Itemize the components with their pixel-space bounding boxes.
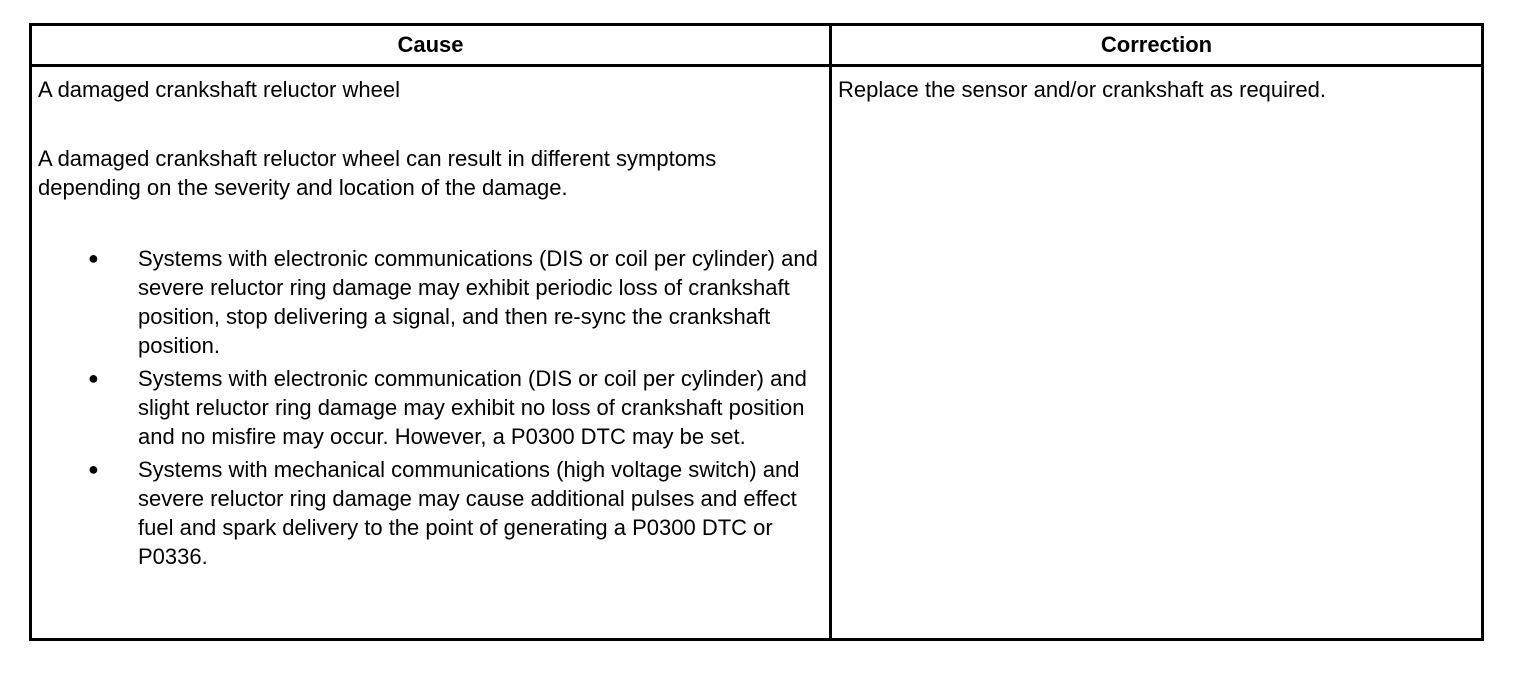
header-correction: Correction — [831, 25, 1483, 66]
cause-bullet-list — [38, 244, 825, 571]
bullet-icon: ● — [88, 459, 99, 479]
correction-text: Replace the sensor and/or crankshaft as required. — [838, 77, 1326, 102]
cause-description: A damaged crankshaft reluctor wheel can result in different symptoms depending on the severity and location of the damage. — [38, 146, 717, 200]
list-item-text: Systems with electronic communication (DIS or coil per cylinder) and slight reluctor ring damage may exhibit no loss of crankshaft position and no misfire may occur. However, a P0300 DTC may be set. — [138, 366, 807, 449]
cause-cell — [31, 66, 831, 640]
list-item — [38, 244, 825, 360]
table-row — [31, 66, 1483, 640]
cause-correction-table — [29, 23, 1484, 641]
list-item — [38, 364, 825, 451]
header-cause: Cause — [31, 25, 831, 66]
bullet-icon: ● — [88, 368, 99, 388]
bullet-icon: ● — [88, 248, 99, 268]
cause-title: A damaged crankshaft reluctor wheel — [38, 77, 400, 102]
table-header-row — [31, 25, 1483, 66]
correction-cell — [831, 66, 1483, 640]
list-item-text: Systems with mechanical communications (high voltage switch) and severe reluctor ring damage may cause additional pulses and effect fuel and spark delivery to the point of generating a P0300 DTC or P0336. — [138, 457, 800, 569]
list-item-text: Systems with electronic communications (DIS or coil per cylinder) and severe reluctor ring damage may exhibit periodic loss of crankshaft position, stop delivering a signal, and then re-sync the crankshaft position. — [138, 246, 818, 358]
list-item — [38, 455, 825, 571]
